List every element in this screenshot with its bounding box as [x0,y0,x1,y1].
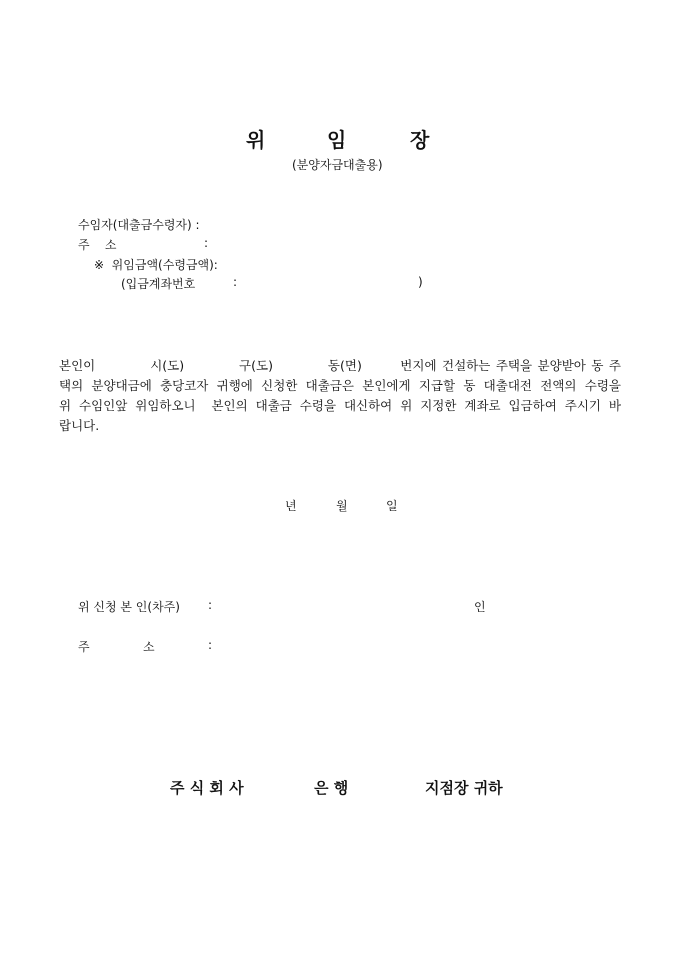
subtitle: (분양자금대출용) [292,158,383,172]
paragraph-line-4: 랍니다. [59,418,100,433]
address-label: 주 소 [78,238,117,252]
title-char-1: 위 [246,128,266,152]
address-colon: : [204,236,209,250]
account-close: ) [418,275,423,289]
title-char-3: 장 [410,128,430,152]
signer-colon: : [208,598,213,612]
date-year: 년 [285,499,297,513]
date-day: 일 [386,499,398,513]
account-colon: : [233,275,238,289]
amount-label: ※ 위임금액(수령금액): [94,258,218,272]
paragraph-line-1: 본인이 시(도) 구(도) 동(면) 번지에 건설하는 주택을 분양받아 동 주 [59,358,621,373]
proxy-label: 수임자(대출금수령자) : [78,218,200,232]
signer-label: 위 신청 본 인(차주) [78,600,180,614]
signer-address-colon: : [208,638,213,652]
footer-company: 주 식 회 사 [170,779,244,797]
account-open: (입금계좌번호 [121,277,196,291]
signer-seal: 인 [474,600,486,614]
title-char-2: 임 [327,128,347,152]
paragraph-line-2: 택의 분양대금에 충당코자 귀행에 신청한 대출금은 본인에게 지급할 동 대출대전 전액의 수령을 [59,378,621,393]
paragraph-line-3: 위 수임인앞 위임하오니 본인의 대출금 수령을 대신하여 위 지정한 계좌로 입금하여 주시기 바 [59,398,621,413]
footer-branch: 지점장 귀하 [425,779,503,797]
footer-bank: 은 행 [314,779,349,797]
date-month: 월 [336,499,348,513]
signer-address-label: 주 소 [78,640,155,654]
